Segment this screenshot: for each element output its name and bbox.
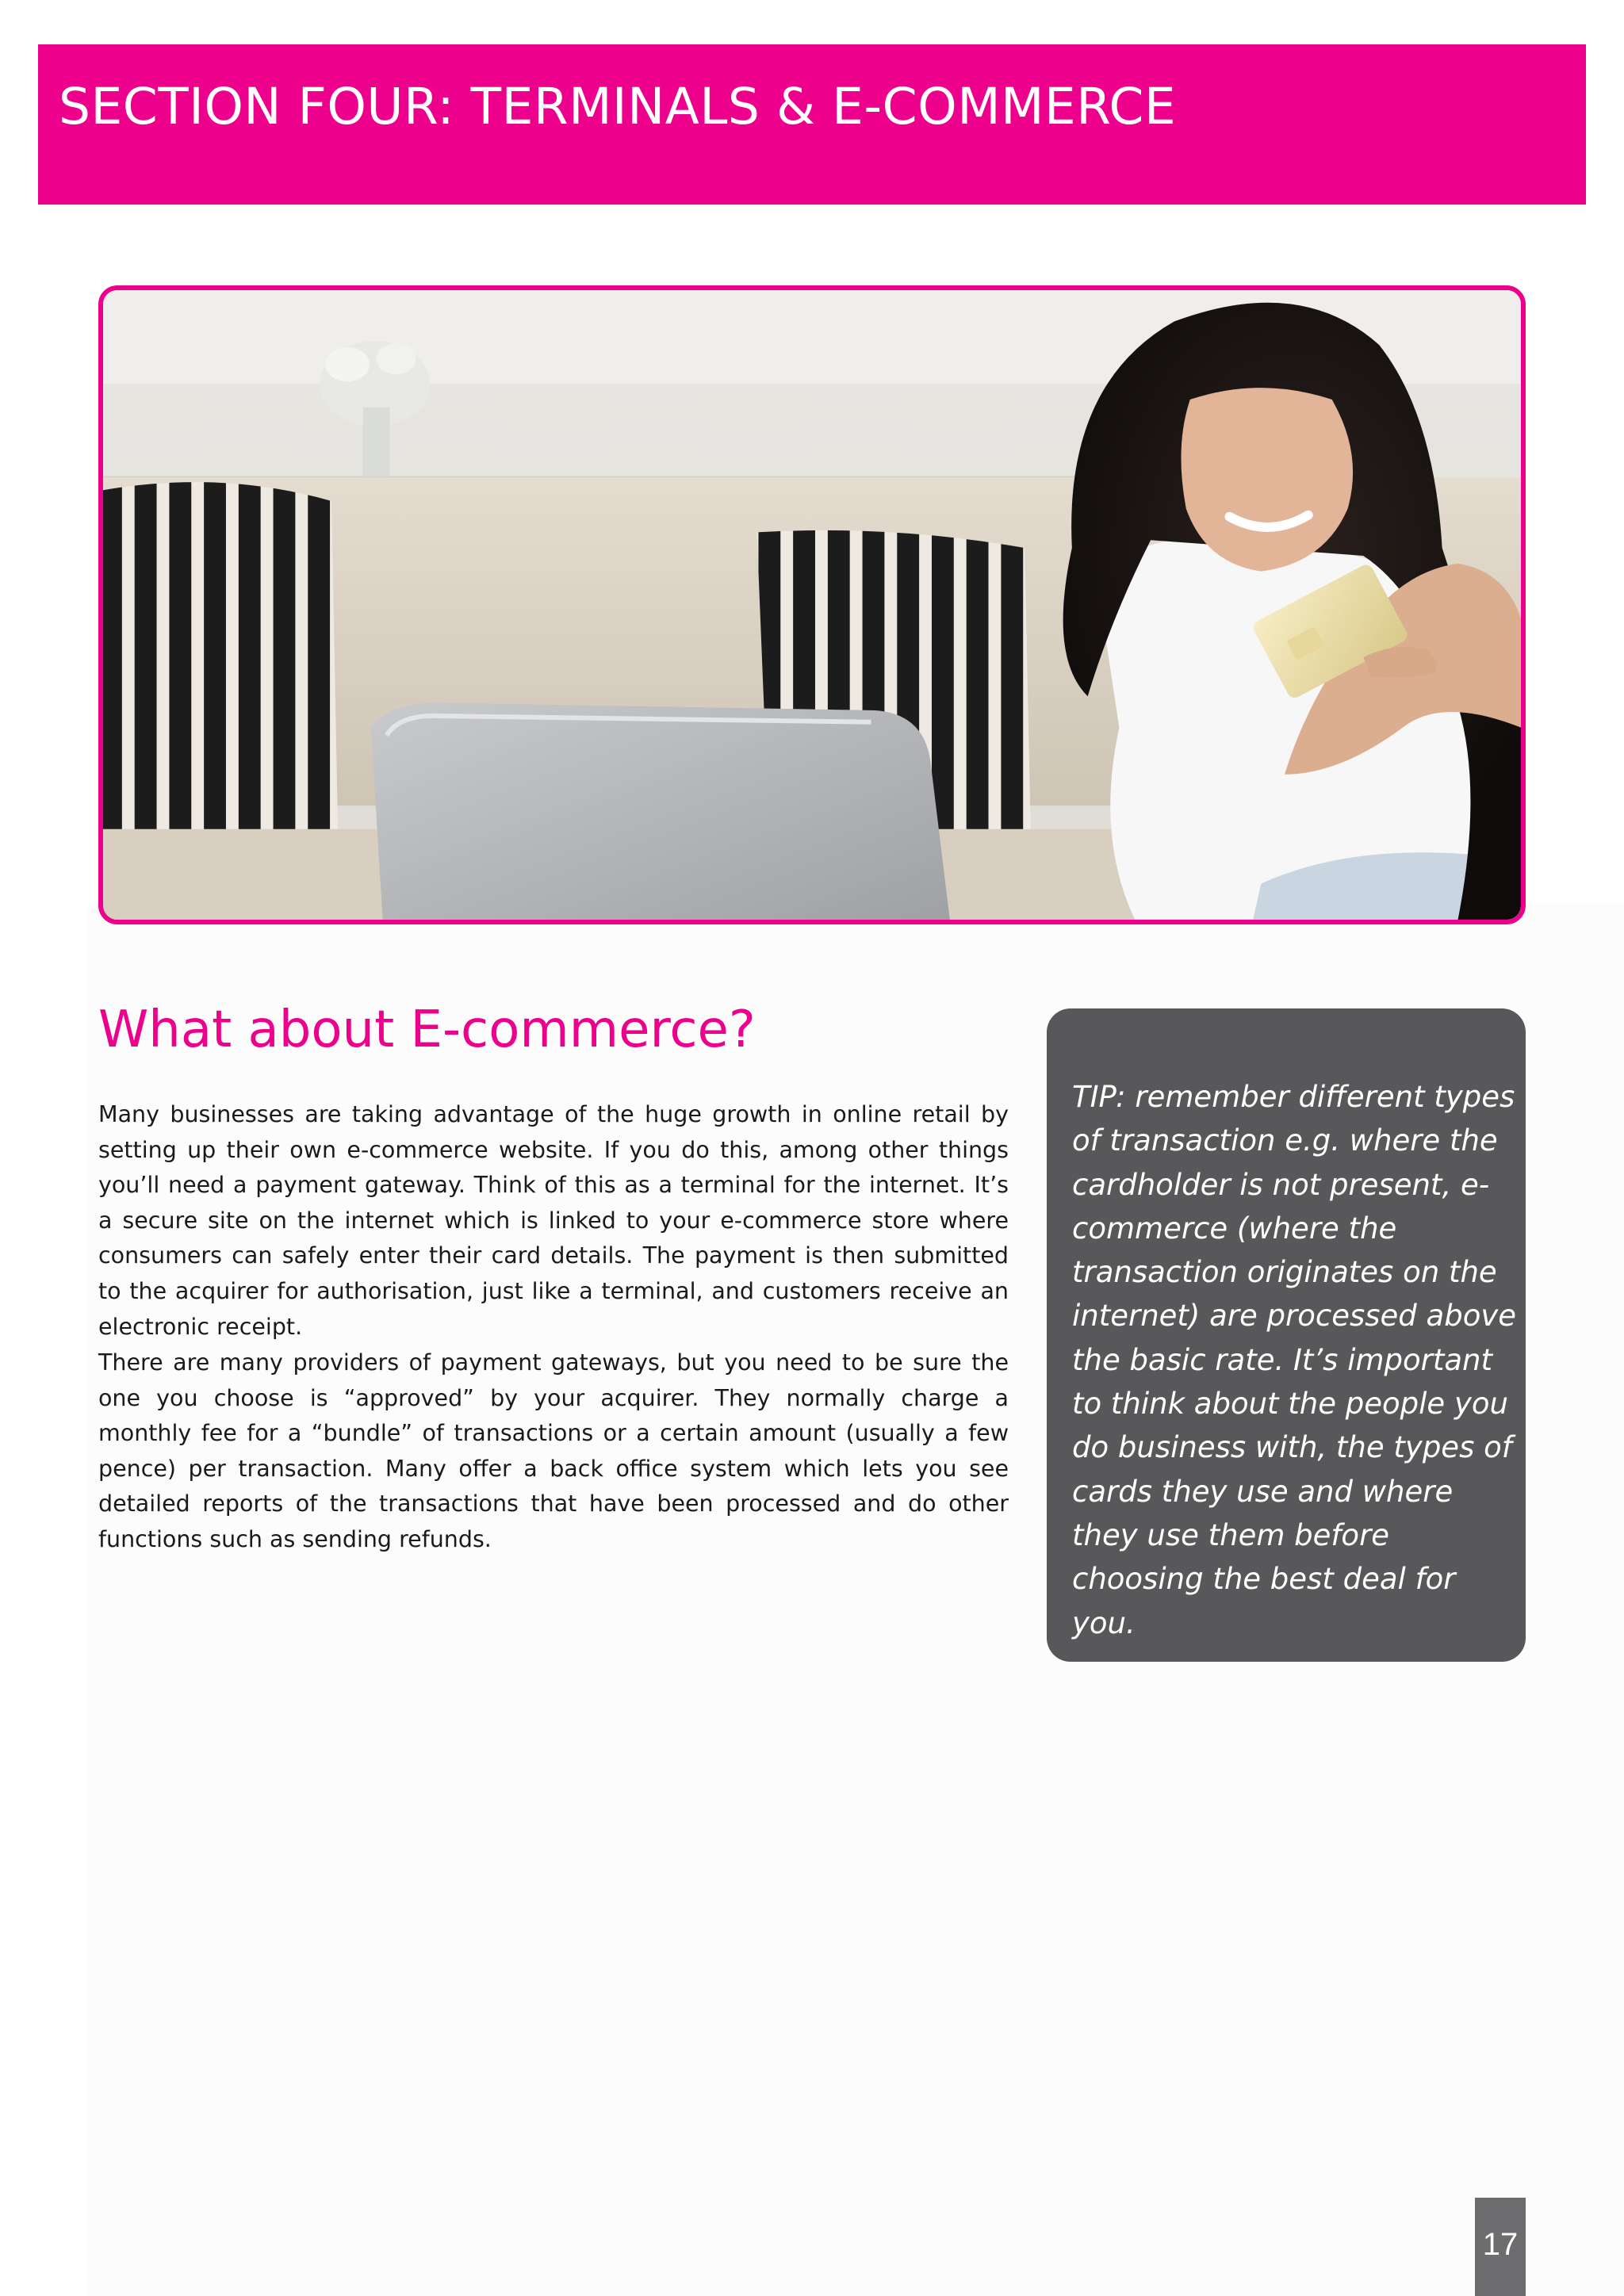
section-title: SECTION FOUR: TERMINALS & E-COMMERCE (59, 78, 1177, 136)
body-paragraph: Many businesses are taking advantage of the huge growth in online retail by setting up their own e-commerce website. If you do this, among other things you’ll need a payment gateway. Think of this as a terminal for the internet. It’s a secure site on the internet which is linked to your e-commerce store where consumers can safely enter their card details. The payment is then submitted to the acquirer for authorisation, just like a terminal, and customers receive an electronic receipt. (98, 1101, 1009, 1340)
tip-box (1047, 1008, 1526, 1662)
body-paragraph: There are many providers of payment gateways, but you need to be sure the one you choose is “approved” by your acquirer. They normally charge a monthly fee for a “bundle” of transactions or a certain amount (usually a few pence) per transaction. Many offer a back office system which lets you see detailed reports of the transactions that have been processed and do other functions such as sending refunds. (98, 1349, 1009, 1552)
page-number: 17 (1475, 2198, 1526, 2296)
hero-photo (98, 285, 1526, 924)
woman-with-credit-card-photo-icon (103, 290, 1521, 920)
tip-text: TIP: remember different types of transaction e.g. where the cardholder is not present, e-commerce (where the transaction originates on the internet) are processed above the basic rate. It’s important to think about the people you do business with, the types of cards they use and where they use them before choosing the best deal for you. (1072, 1080, 1517, 1640)
section-heading: What about E-commerce? (98, 1001, 756, 1059)
